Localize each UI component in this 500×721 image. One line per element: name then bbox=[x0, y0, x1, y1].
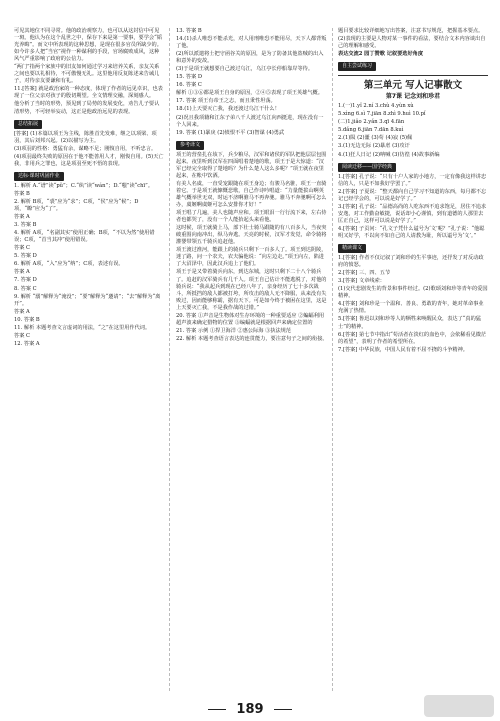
answer-line: 8. 答案 C bbox=[14, 285, 37, 292]
answer-line: 2. 解析 B项，“裘”应为“求”；C项，“侯”应为“候”；D项，“瞭”应为“了”。 bbox=[14, 198, 139, 213]
answer-line: 2.[答案] 三、四、五节 bbox=[338, 270, 391, 277]
divider bbox=[338, 75, 488, 76]
translation-paragraph: 项王渡过淮河，能跟上的骑兵只剩下一百多人了。项王到达阴陵，迷了路，问一个农夫，农夫骗他说：“向左边走。”项王向左，陷进了大沼泽中，因此汉兵追上了他们。 bbox=[176, 247, 327, 268]
col3-answers-c bbox=[338, 255, 488, 354]
col2-answers-a bbox=[176, 28, 328, 137]
answer-line: 4.[答案] 子贡问：“孔文子凭什么谥号为‘文’呢？”孔子说：“他聪明又好学，不以向不如自己的人请教为耻，所以谥号为‘文’。” bbox=[338, 225, 485, 239]
answer-line: 7.[答案] 中华民族，中国人民有着不屈不挠的斗争精神。 bbox=[338, 346, 468, 353]
answer-line: 11. 解析 本题考查文言虚词的用法，“之”在这里用作代词。 bbox=[14, 324, 151, 331]
answer-line: 3.[答案] 文章线索： bbox=[338, 278, 385, 285]
col1-answers-b bbox=[14, 183, 164, 348]
answer-line: 14.(1)杀人唯恐不能杀光，对人用刑唯恐不能用尽，天下人都背叛了他。 bbox=[176, 36, 327, 50]
answer-line: 7. 答案 D bbox=[14, 277, 37, 284]
unit-title: 第三单元 写人记事散文 bbox=[363, 80, 463, 92]
answer-line: (1)交代悲剧发生的背景和事件经过。(2)歌颂刘和珍等青年的爱国精神。 bbox=[338, 286, 488, 300]
answer-line: 答案 A bbox=[14, 308, 30, 315]
translation-paragraph: 这时候，项王就骑上马，部下壮士骑马跟随的有八百多人，当夜突破重围向南冲出，纵马奔逃。天亮的时候，汉军才发觉，命令骑将灌婴带领五千骑兵追赶他。 bbox=[176, 225, 327, 246]
column-middle bbox=[176, 28, 328, 344]
answer-line: 1.[答案] 作者不仅记叙了刘和珍的生平事迹，还抒发了对反动政府的愤怒。 bbox=[338, 255, 484, 269]
answer-line: 4. 解析 A项，“名副其实”使用正确；B项，“不以为然”使用错误；C项，“首当其冲”使用错误。 bbox=[14, 230, 155, 244]
answer-line: 12. 答案 A bbox=[14, 340, 40, 347]
answer-line: 3. 答案 B bbox=[14, 222, 37, 229]
answer-line: 9. 解析 “溺”解释为“淹没”；“要”解释为“邀请”；“去”解释为“离开”。 bbox=[14, 293, 161, 307]
col3-answers-b bbox=[338, 174, 488, 240]
text-paragraph: 可见其地位不同寻常。他的政治观察力，也可以从这封信中可见一斑。他认为在这个乱世之中，保存下来是第一要事，要学会“韬光养晦”。而文中所表现的这种思想，是现在很多官员所缺少的。如今许多人把“当官”视作一种谋利的手段，官场腐败成风，这种风气严重影响了政府的公信力。 bbox=[14, 28, 162, 63]
answer-line: 4.[答案] 刘和珍是一个温和、善良、勇敢的青年，她对革命事业充满了热情。 bbox=[338, 301, 484, 315]
text-paragraph: 11.[答案] 就是政治家的一种态度，体现了作者的远见卓识，也表现了一位父亲对孩子的殷切期望。全文情理交融，深刻感人。 bbox=[14, 86, 163, 100]
section-header-close-reading: 精读课文 bbox=[338, 244, 366, 253]
answer-line: (2)况且我项籍和江东子弟八千人渡过乌江向西挺进，现在没有一个人回来。 bbox=[176, 114, 324, 128]
col3-intro bbox=[338, 28, 488, 58]
section-header-translation: 参考译文 bbox=[176, 141, 204, 150]
answer-line: 6. 解析 A项，“入”应为“纳”；C项，表述有误。 bbox=[14, 261, 124, 268]
column-divider-right bbox=[332, 28, 333, 691]
answer-line: 17. 答案 项王有帝王之志，而且秉性坦荡。 bbox=[176, 98, 276, 105]
answer-line: 答案 C bbox=[14, 332, 30, 339]
answer-line: 答案 B bbox=[14, 190, 30, 197]
column-left bbox=[14, 28, 164, 349]
answer-line: 10. 答案 B bbox=[14, 316, 40, 323]
page-number-dash-left bbox=[208, 709, 226, 710]
answer-line: 19. 答案 (1)暴戾 (2)愤恨不平 (3)智谋 (4)勇武 bbox=[176, 129, 285, 136]
answer-line: 2.(1)陨 (2)噩 (3)苟 (4)寂 (5)佩 bbox=[338, 135, 413, 142]
col1-answers-a bbox=[14, 131, 164, 168]
answer-line: 21. 答案 示例 ①捍卫海洋 ②惠公际海 ③执法规范 bbox=[176, 327, 292, 334]
answer-line: 1.[答案] 孔子说：“只有十户人家的小地方，一定有像我这样讲忠信的人，只是不如我好学罢了。” bbox=[338, 173, 487, 187]
answer-line: [答案] (1)本篇以项王为主线，陈胜首先发难，继之以项梁、项羽，其后刘邦兴起。(2)以描写为主。 bbox=[14, 130, 157, 144]
answer-line: (二)1.jiǎo 2.yǎn 3.qī 4.fān bbox=[338, 119, 405, 126]
answer-line: 答案 A bbox=[14, 214, 30, 221]
answer-line: 6.[答案] 第七节中指出“苟活者在淡红的血色中，会依稀看见微茫的希望”，表明了作者的希望所在。 bbox=[338, 331, 487, 345]
column-right bbox=[338, 28, 488, 355]
answer-line: 答案 C bbox=[14, 245, 30, 252]
answer-line: 4.(1)狂人日记 (2)呐喊 (3)彷徨 (4)故事新编 bbox=[338, 151, 440, 158]
answer-line: (3)项羽的性格：勇猛有余，谋略不足；刚愎自用，不听忠言。 bbox=[14, 145, 157, 152]
answer-line: 20. 答案 ①声音是生物体对生存环境的一种重要适应 ②蝙蝠利用超声波来确定猎物的位置 ③编蝠就是根据回声来确定位置的 bbox=[176, 312, 325, 326]
section-header-classics: 阅读迁移——国学经典 bbox=[338, 163, 396, 172]
answer-line: 1. 解析 A.“谱”读“pǔ”；C.“纨”读“wán”；D.“嗤”读“chī”。 bbox=[14, 182, 154, 189]
page-number-dash-right bbox=[274, 709, 292, 710]
col2-translation bbox=[176, 152, 328, 312]
col2-answers-b bbox=[176, 313, 328, 343]
answer-line: 5.[答案] 鲁迅以刘和珍等人的牺牲来唤醒民众，表达了“真的猛士”的精神。 bbox=[338, 316, 481, 330]
answer-line: 答案 A bbox=[14, 269, 30, 276]
col3-answers-a bbox=[338, 103, 488, 158]
answer-line: 解析 ①③⑥都是项王自身的原因，②④⑤表现了项王英雄气概。 bbox=[176, 90, 323, 97]
answer-line: 5. 答案 D bbox=[14, 253, 37, 260]
answer-line: (3)于是项王就想要自己渡过乌江，乌江亭长停船靠岸等待。 bbox=[176, 66, 314, 73]
answer-line: 16. 答案 C bbox=[176, 82, 202, 89]
answer-line: (2)所以派遣将士把守函谷关的原因，是为了防备其他盗贼的出入和意外的变故。 bbox=[176, 51, 324, 65]
watermark-logo bbox=[424, 695, 494, 717]
section-header-summary: 总结拓展 bbox=[14, 120, 42, 129]
translation-paragraph: 项王唱了几遍，美人也随声应和。项王眼泪一行行流下来，左右侍者也都哭了，没有一个人能抬起头来看他。 bbox=[176, 210, 327, 224]
translation-paragraph: 有美人名虞，一直受宠跟随在项王身边；有骏马名骓，项王一直骑着它。于是项王就慷慨悲歌，自己作诗吟唱道：“力量能拔山啊英雄气概举世无双，时运不济啊骓马不再奔驰。骓马不奔驰啊可怎么办，虞姬啊虞姬可怎么安排你才好！” bbox=[176, 180, 327, 209]
answer-line: 3.(1)无边无际 (2)暴虐 (3)攻讦 bbox=[338, 143, 410, 150]
answer-line: (4)项羽最终失败的原因在于他不能善用人才，刚愎自用。(5)天亡我，非用兵之罪也，这是项羽至死不悟的表现。 bbox=[14, 153, 164, 167]
translation-paragraph: 项王的营垒扎在垓下，兵少粮尽，汉军和诸侯的军队把他层层包围起来。夜里听到汉军在四面唱着楚地的歌，项王于是大惊道：“汉军已经完全取得了楚地吗？为什么楚人这么多呢？”项王就在夜里起来，在帐中饮酒。 bbox=[176, 151, 327, 179]
answer-line: 22. 解析 本题考查语言表达的连贯能力，要注意句子之间的衔接。 bbox=[176, 335, 328, 342]
translation-paragraph: 项王于是又带着骑兵向东，到达东城，这时只剩下二十八个骑兵了。追赶的汉军骑兵有几千人。项王自己估计不能逃脱了，对他的骑兵说：“我从起兵到现在已经八年了，亲身经历了七十多次战斗，所抵挡的敌人都被打垮，所攻击的敌人无不降服，从来没有失败过，因而能够称霸，据有天下。可是如今终于被困在这里，这是上天要灭亡我，不是我作战的过错。” bbox=[176, 269, 327, 311]
answer-line: 18.(1)上天要灭亡我，我还渡过乌江干什么！ bbox=[176, 106, 280, 113]
answer-line: 5.dǎng 6.jiān 7.dān 8.kuì bbox=[338, 127, 404, 134]
answer-line: 13. 答案 B bbox=[176, 28, 202, 34]
answer-line: 5.xìng 6.sì 7.jiān 8.zhì 9.huì 10.pǐ bbox=[338, 111, 426, 118]
section-header-self-test: 自主尝试练习 bbox=[338, 62, 376, 71]
page-number-value: 189 bbox=[236, 702, 264, 717]
text-paragraph: 题目要求比较详细地写出答案，注意书写规范，把握基本要点。 bbox=[338, 28, 484, 34]
answer-line: 1.(一)1.yǐ 2.ní 3.chù 4.yùn xù bbox=[338, 103, 414, 110]
subheading: 表达交流2 园丁赞歌 记叙要选好角度 bbox=[338, 51, 424, 58]
answer-line: 2.[答案] 子夏说：“整天都向自己学习不知道的东西，每月都不忘记已经学会的，可以说是好学了。” bbox=[338, 188, 487, 202]
col1-paragraphs bbox=[14, 28, 164, 116]
text-paragraph: “两门”指两个家族中的旧友如何通过学习来培养关系，亲友关系之间也要以礼相待，不可傲慢无礼。这里他用反复陈述来告诫儿子，对待亲友要谦和有礼。 bbox=[14, 64, 160, 85]
answer-line: 15. 答案 D bbox=[176, 74, 203, 81]
column-divider-left bbox=[169, 28, 170, 691]
lesson-title: 第7课 记念刘和珍君 bbox=[385, 93, 441, 101]
answer-line: 3.[答案] 孔子说：“品德高尚的人吃东西不追求饱足，居住不追求安逸，对工作勤奋敏捷，说话却小心谨慎，到有道德的人那里去匡正自己，这样可以说是好学了。” bbox=[338, 203, 487, 224]
text-paragraph: (2)表现的主要是人物对某一事件的看法，要结合文本内容谈出自己的理解和感受。 bbox=[338, 36, 486, 50]
section-header-homework: 达标·课时巩固作业 bbox=[14, 172, 64, 181]
text-paragraph: 他分析了当时的形势，预见到了局势的发展变化，劝告儿子要认清形势，不可轻举妄动，这正是他政治远见的表现。 bbox=[14, 101, 160, 115]
